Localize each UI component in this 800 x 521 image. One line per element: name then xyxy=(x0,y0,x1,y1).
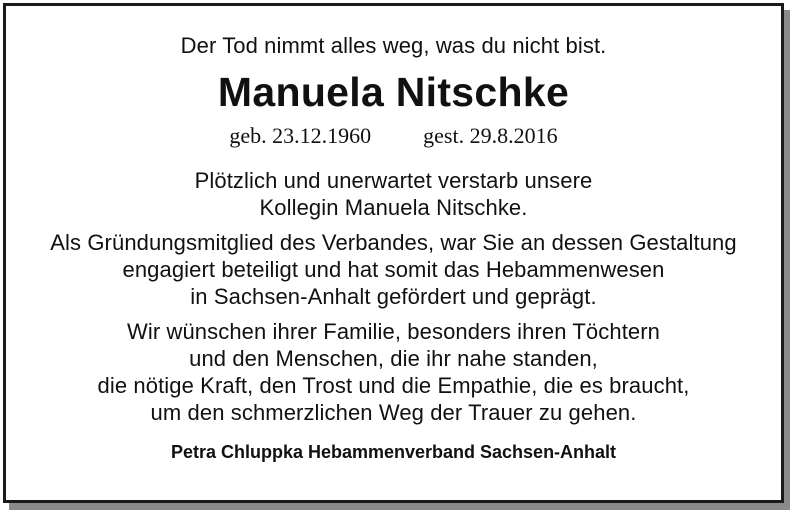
obituary-frame xyxy=(3,3,784,503)
paragraph-condolence xyxy=(6,318,781,426)
signature: Petra Chluppka Hebammenverband Sachsen-Anhalt xyxy=(170,442,617,462)
text-line: Wir wünschen ihrer Familie, besonders ihren Töchtern xyxy=(126,319,661,344)
text-line: und den Menschen, die ihr nahe standen, xyxy=(189,346,598,371)
paragraph-announcement xyxy=(6,167,781,221)
text-line: die nötige Kraft, den Trost und die Empathie, die es braucht, xyxy=(97,373,690,398)
text-line: in Sachsen-Anhalt gefördert und geprägt. xyxy=(190,284,597,309)
motto: Der Tod nimmt alles weg, was du nicht bist. xyxy=(180,33,607,58)
deceased-name: Manuela Nitschke xyxy=(217,69,570,115)
death-date: gest. 29.8.2016 xyxy=(423,123,558,148)
life-dates xyxy=(6,123,781,149)
text-line: Kollegin Manuela Nitschke. xyxy=(259,195,528,220)
paragraph-tribute xyxy=(6,229,781,310)
birth-date: geb. 23.12.1960 xyxy=(229,123,372,148)
text-line: um den schmerzlichen Weg der Trauer zu gehen. xyxy=(150,400,637,425)
text-line: engagiert beteiligt und hat somit das Hebammenwesen xyxy=(122,257,665,282)
text-line: Als Gründungsmitglied des Verbandes, war Sie an dessen Gestaltung xyxy=(50,230,737,255)
text-line: Plötzlich und unerwartet verstarb unsere xyxy=(194,168,593,193)
obituary-content xyxy=(6,6,781,464)
